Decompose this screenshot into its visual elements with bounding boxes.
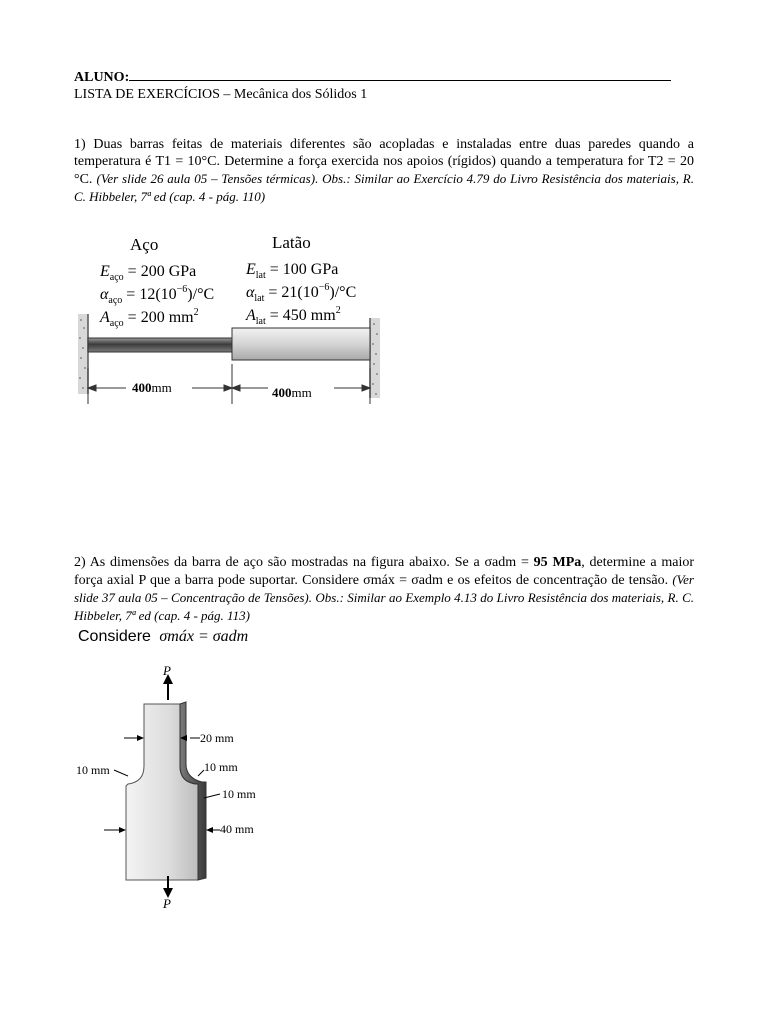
list-title: LISTA DE EXERCÍCIOS – Mecânica dos Sólidos 1 xyxy=(74,87,368,102)
question-2 xyxy=(74,554,694,625)
question-1 xyxy=(74,136,694,206)
brass-title: Latão xyxy=(272,233,311,252)
dim-10mm-left-fillet: 10 mm xyxy=(76,763,110,777)
figure-stepped-bar xyxy=(74,664,304,914)
dim-40mm: 40 mm xyxy=(220,822,254,836)
steel-area: $A_{aço} = 200$ $mm^2$ xyxy=(100,307,199,329)
steel-bar xyxy=(88,338,232,352)
steel-expansion: $\alpha_{aço} = 12(10^{-6})/^\circ C$ xyxy=(100,284,215,306)
brass-expansion: $\alpha_{lat} = 21(10^{-6})/^\circ C$ xyxy=(246,282,357,304)
dimension-lines xyxy=(88,364,370,404)
steel-modulus: $E_{aço} = 200$ GPa xyxy=(100,263,197,283)
load-label-bottom: P xyxy=(163,896,171,911)
brass-bar xyxy=(232,328,370,360)
brass-area: $A_{lat} = 450$ $mm^2$ xyxy=(246,305,341,327)
dimension-left: 400mm xyxy=(132,380,172,395)
consider-formula: σmáx = σadm xyxy=(159,628,249,645)
question-2-text-b: , determine a maior força axial P que a barra pode suportar. Considere σmáx = σadm e os efeitos de concentração de tensão. xyxy=(74,555,695,588)
figure-composite-bar xyxy=(74,228,394,408)
question-1-note: (Ver slide 26 aula 05 – Tensões térmicas). Obs.: Similar ao Exercício 4.79 do Livro Resistência dos materiais, R. C. Hibbeler, 7ª ed (cap. 4 - pág. 110) xyxy=(74,171,695,204)
bar-front-face xyxy=(126,704,198,880)
dim-10mm-right-fillet: 10 mm xyxy=(204,760,238,774)
dim-10mm-thickness: 10 mm xyxy=(222,787,256,801)
consider-label: Considere xyxy=(78,628,151,645)
steel-title: Aço xyxy=(130,235,159,254)
student-label: ALUNO xyxy=(74,70,125,85)
student-name-blank[interactable] xyxy=(129,68,671,81)
question-1-text: 1) Duas barras feitas de materiais diferentes são acopladas e instaladas entre duas paredes quando a temperatura é T1 = 10°C. Determine a força exercida nos apoios (rígidos) quando a temperatura for T2 = 20 °C. xyxy=(74,137,694,187)
allowable-stress-value: 95 MPa xyxy=(533,555,582,570)
student-name-line: ALUNO: xyxy=(74,68,671,86)
question-2-text-a: 2) As dimensões da barra de aço são mostradas na figura abaixo. Se a σadm = xyxy=(74,555,534,570)
load-label-top: P xyxy=(163,664,171,678)
dimension-right: 400mm xyxy=(272,385,312,400)
consider-note xyxy=(78,628,248,646)
left-wall xyxy=(78,314,88,394)
brass-modulus: $E_{lat} = 100$ GPa xyxy=(246,261,339,281)
right-wall xyxy=(370,318,380,398)
dim-20mm: 20 mm xyxy=(200,731,234,745)
question-2-note: (Ver slide 37 aula 05 – Concentração de Tensões). Obs.: Similar ao Exemplo 4.13 do Livro Resistência dos materiais, R. C. Hibbeler, 7ª ed (cap. 4 - pág. 113) xyxy=(74,572,694,623)
